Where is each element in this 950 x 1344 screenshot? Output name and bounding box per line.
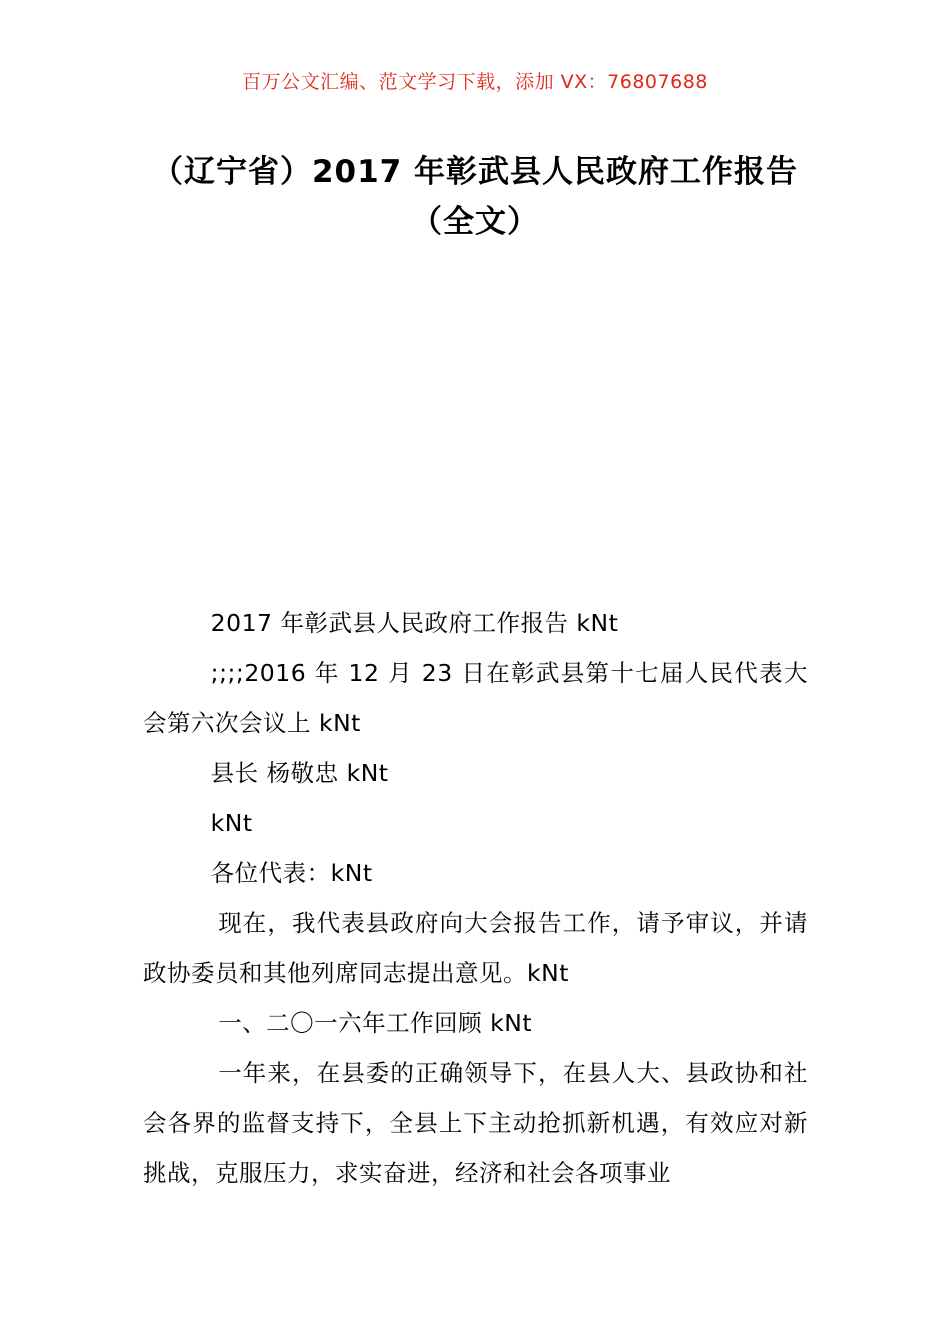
section-heading: 一、二〇一六年工作回顾 kNt (218, 1009, 533, 1037)
review-paragraph: 一年来，在县委的正确领导下，在县人大、县政协和社会各界的监督支持下，全县上下主动抢抓新机遇，有效应对新挑战，克服压力，求实奋进，经济和社会各项事业 (143, 1059, 808, 1187)
marker-line: kNt (210, 809, 253, 837)
meeting-info-paragraph: ;;;;2016 年 12 月 23 日在彰武县第十七届人民代表大会第六次会议上 kNt (143, 659, 808, 737)
promo-banner: 百万公文汇编、范文学习下载，添加 VX：76807688 (242, 71, 708, 93)
salutation-line: 各位代表：kNt (210, 859, 373, 887)
document-title: （辽宁省）2017 年彰武县人民政府工作报告（全文） (151, 154, 799, 240)
document-body (143, 598, 808, 1198)
speaker-line: 县长 杨敬忠 kNt (210, 759, 389, 787)
intro-paragraph: 现在，我代表县政府向大会报告工作，请予审议，并请政协委员和其他列席同志提出意见。kNt (143, 909, 808, 987)
report-heading-line: 2017 年彰武县人民政府工作报告 kNt (210, 609, 619, 637)
